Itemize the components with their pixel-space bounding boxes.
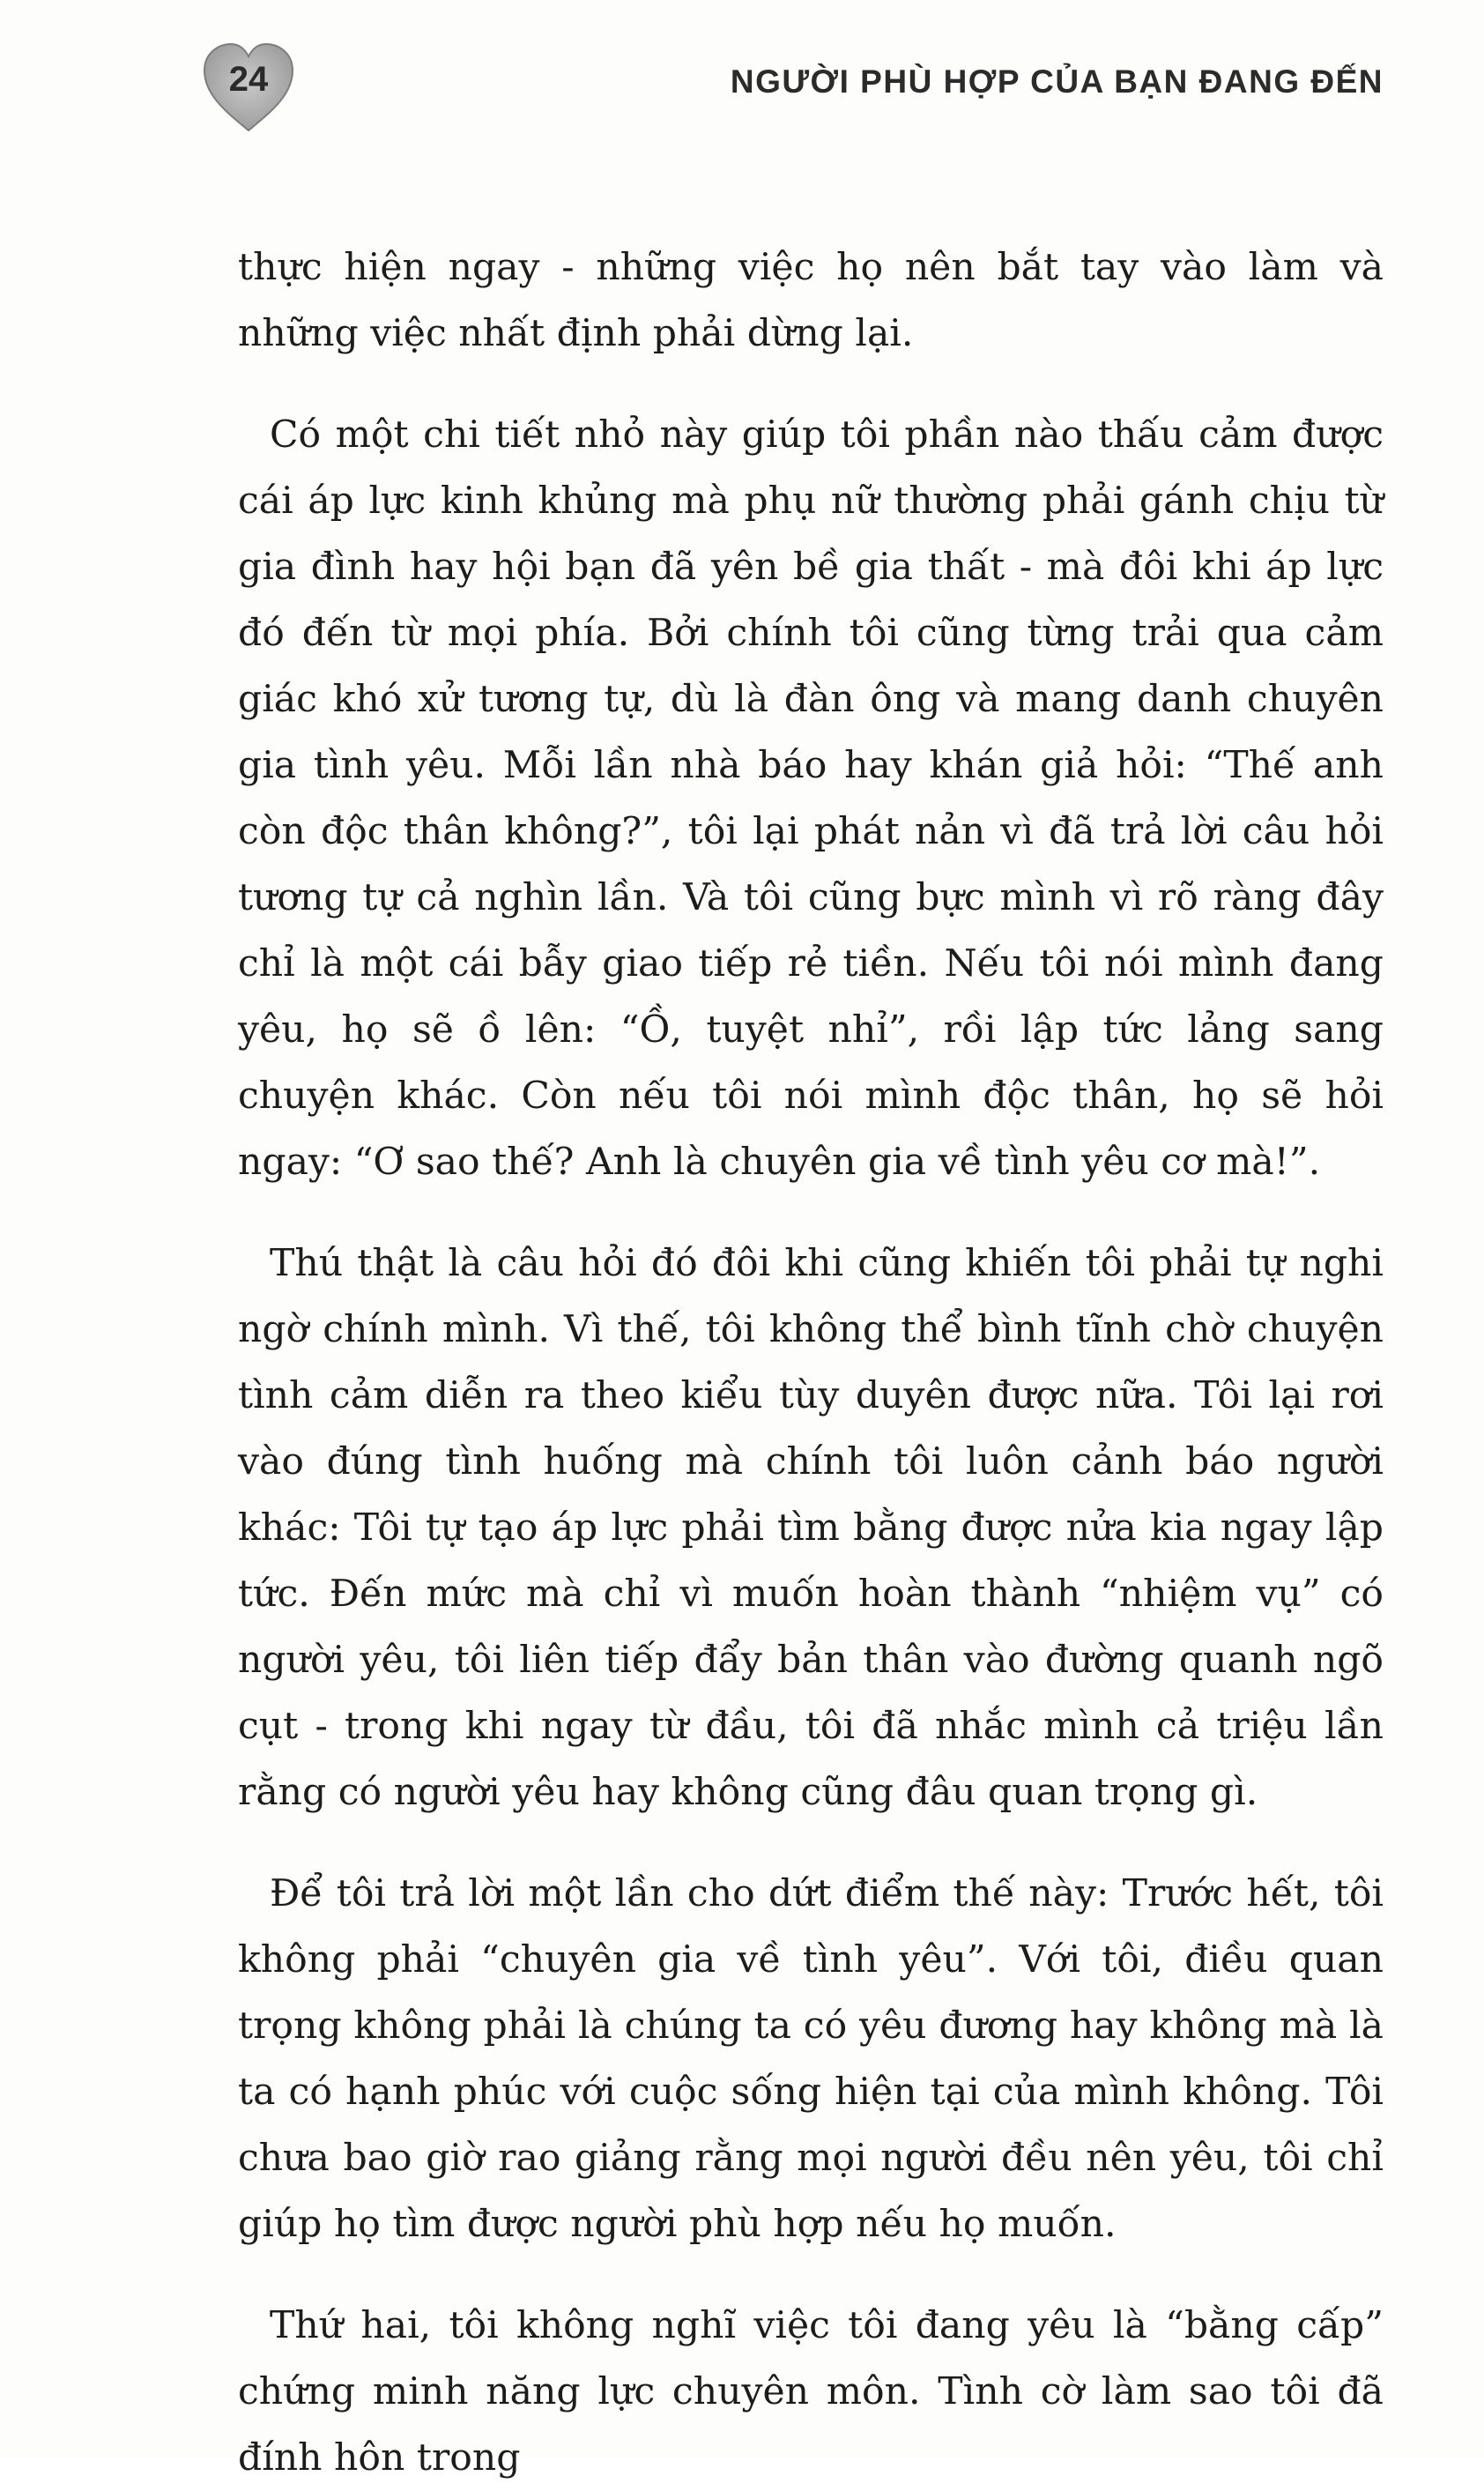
paragraph: Thứ hai, tôi không nghĩ việc tôi đang yêu là “bằng cấp” chứng minh năng lực chuyên môn. Tình cờ làm sao tôi đã đính hôn trong	[238, 2304, 1384, 2480]
page-number-badge	[201, 39, 296, 138]
paragraph: thực hiện ngay - những việc họ nên bắt tay vào làm và những việc nhất định phải dừng lại.	[238, 246, 1384, 355]
paragraph: Để tôi trả lời một lần cho dứt điểm thế này: Trước hết, tôi không phải “chuyên gia về tình yêu”. Với tôi, điều quan trọng không phải là chúng ta có yêu đương hay không mà là ta có hạnh phúc với cuộc sống hiện tại của mình không. Tôi chưa bao giờ rao giảng rằng mọi người đều nên yêu, tôi chỉ giúp họ tìm được người phù hợp nếu họ muốn.	[238, 1872, 1384, 2246]
body-text	[238, 234, 1384, 2491]
paragraph: Thú thật là câu hỏi đó đôi khi cũng khiến tôi phải tự nghi ngờ chính mình. Vì thế, tôi không thể bình tĩnh chờ chuyện tình cảm diễn ra theo kiểu tùy duyên được nữa. Tôi lại rơi vào đúng tình huống mà chính tôi luôn cảnh báo người khác: Tôi tự tạo áp lực phải tìm bằng được nửa kia ngay lập tức. Đến mức mà chỉ vì muốn hoàn thành “nhiệm vụ” có người yêu, tôi liên tiếp đẩy bản thân vào đường quanh ngõ cụt - trong khi ngay từ đầu, tôi đã nhắc mình cả triệu lần rằng có người yêu hay không cũng đâu quan trọng gì.	[238, 1242, 1384, 1814]
paragraph: Có một chi tiết nhỏ này giúp tôi phần nào thấu cảm được cái áp lực kinh khủng mà phụ nữ thường phải gánh chịu từ gia đình hay hội bạn đã yên bề gia thất - mà đôi khi áp lực đó đến từ mọi phía. Bởi chính tôi cũng từng trải qua cảm giác khó xử tương tự, dù là đàn ông và mang danh chuyên gia tình yêu. Mỗi lần nhà báo hay khán giả hỏi: “Thế anh còn độc thân không?”, tôi lại phát nản vì đã trả lời câu hỏi tương tự cả nghìn lần. Và tôi cũng bực mình vì rõ ràng đây chỉ là một cái bẫy giao tiếp rẻ tiền. Nếu tôi nói mình đang yêu, họ sẽ ồ lên: “Ồ, tuyệt nhỉ”, rồi lập tức lảng sang chuyện khác. Còn nếu tôi nói mình độc thân, họ sẽ hỏi ngay: “Ơ sao thế? Anh là chuyên gia về tình yêu cơ mà!”.	[238, 413, 1384, 1184]
running-header-title: NGƯỜI PHÙ HỢP CỦA BẠN ĐANG ĐẾN	[730, 63, 1384, 100]
page-number: 24	[228, 60, 269, 99]
